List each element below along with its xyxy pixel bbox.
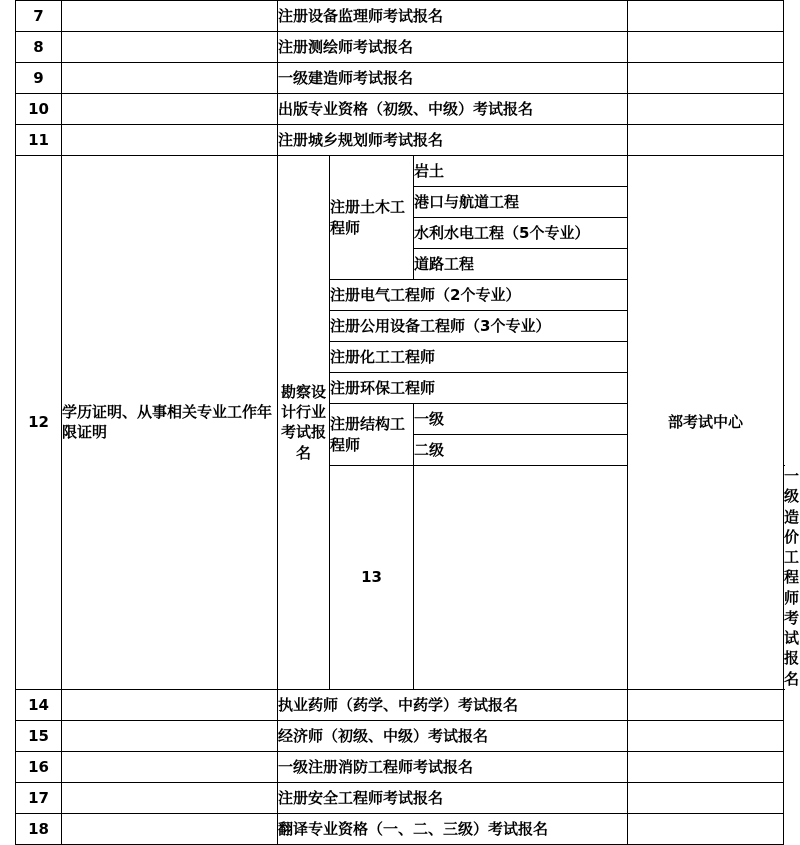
table-row — [16, 32, 784, 63]
row-materials — [62, 689, 278, 720]
row-number: 9 — [16, 63, 62, 94]
row-materials — [414, 466, 628, 690]
row-materials — [62, 1, 278, 32]
table-row — [16, 689, 784, 720]
row-item: 注册测绘师考试报名 — [278, 32, 628, 63]
row-number: 17 — [16, 782, 62, 813]
row-item: 一级建造师考试报名 — [278, 63, 628, 94]
row-item: 出版专业资格（初级、中级）考试报名 — [278, 94, 628, 125]
row-item: 注册设备监理师考试报名 — [278, 1, 628, 32]
table-row: 13 一级造价工程师考试报名 — [16, 466, 784, 690]
row-org — [628, 813, 784, 844]
row-materials — [62, 720, 278, 751]
row-number: 12 — [16, 156, 62, 690]
row-materials — [62, 125, 278, 156]
row-org — [628, 720, 784, 751]
table-row — [16, 1, 784, 32]
table-row — [16, 813, 784, 844]
row-org — [628, 94, 784, 125]
table-row — [16, 720, 784, 751]
row-materials — [62, 782, 278, 813]
exam-registration-table — [15, 0, 800, 845]
row-org — [628, 63, 784, 94]
subgroup-label-chemical: 注册化工工程师 — [330, 342, 628, 373]
table-row — [16, 782, 784, 813]
table-row — [16, 125, 784, 156]
subgroup-item: 道路工程 — [414, 249, 628, 280]
row-number: 10 — [16, 94, 62, 125]
row-number: 11 — [16, 125, 62, 156]
row-number: 8 — [16, 32, 62, 63]
row-materials — [62, 751, 278, 782]
group-category-label: 勘察设计行业考试报名 — [278, 156, 330, 690]
subgroup-item: 二级 — [414, 435, 628, 466]
subgroup-label-public-equipment: 注册公用设备工程师（3个专业） — [330, 311, 628, 342]
table-row — [16, 94, 784, 125]
table-row-group-12 — [16, 156, 784, 187]
row-item: 翻译专业资格（一、二、三级）考试报名 — [278, 813, 628, 844]
row-org — [628, 782, 784, 813]
row-number: 14 — [16, 689, 62, 720]
subgroup-item: 港口与航道工程 — [414, 187, 628, 218]
subgroup-label-environmental: 注册环保工程师 — [330, 373, 628, 404]
subgroup-label-civil: 注册土木工程师 — [330, 156, 414, 280]
table-row — [16, 751, 784, 782]
row-org — [628, 125, 784, 156]
row-number: 15 — [16, 720, 62, 751]
row-org — [628, 32, 784, 63]
subgroup-item: 一级 — [414, 404, 628, 435]
subgroup-item: 岩土 — [414, 156, 628, 187]
row-number: 7 — [16, 1, 62, 32]
row-materials: 学历证明、从事相关专业工作年限证明 — [62, 156, 278, 690]
row-number: 16 — [16, 751, 62, 782]
row-materials — [62, 63, 278, 94]
subgroup-label-structural: 注册结构工程师 — [330, 404, 414, 466]
row-item: 经济师（初级、中级）考试报名 — [278, 720, 628, 751]
subgroup-item: 水利水电工程（5个专业） — [414, 218, 628, 249]
row-org — [628, 689, 784, 720]
row-org: 部考试中心 — [628, 156, 784, 690]
row-number: 13 — [330, 466, 414, 690]
row-item: 一级注册消防工程师考试报名 — [278, 751, 628, 782]
row-org — [628, 751, 784, 782]
row-item: 注册城乡规划师考试报名 — [278, 125, 628, 156]
row-materials — [62, 32, 278, 63]
row-item: 注册安全工程师考试报名 — [278, 782, 628, 813]
subgroup-label-electrical: 注册电气工程师（2个专业） — [330, 280, 628, 311]
row-number: 18 — [16, 813, 62, 844]
table-row — [16, 63, 784, 94]
row-materials — [62, 813, 278, 844]
row-org — [628, 1, 784, 32]
row-item: 执业药师（药学、中药学）考试报名 — [278, 689, 628, 720]
row-materials — [62, 94, 278, 125]
